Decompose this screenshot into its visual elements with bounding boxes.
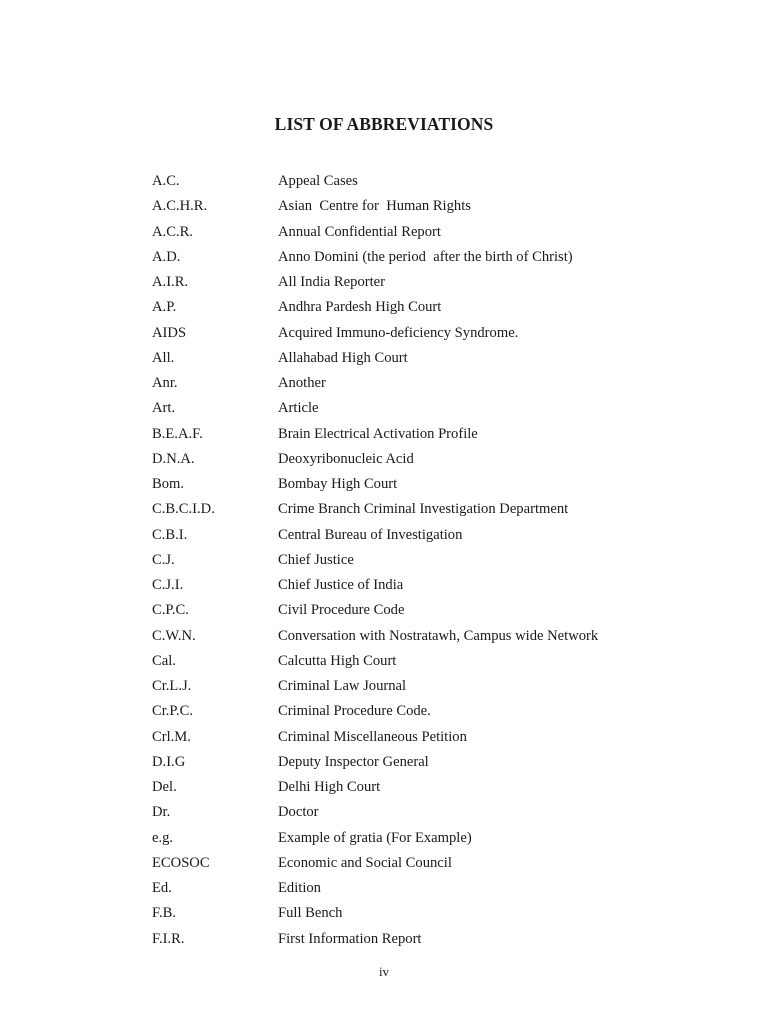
abbreviation-definition: Another: [278, 375, 326, 392]
abbreviation-term: e.g.: [152, 829, 174, 846]
abbreviation-term: A.C.: [152, 173, 180, 190]
abbreviation-row: [152, 826, 712, 851]
abbreviation-row: [152, 901, 712, 926]
page-number: iv: [378, 964, 390, 979]
abbreviation-term: C.B.C.I.D.: [152, 501, 215, 518]
abbreviation-term: C.B.I.: [152, 526, 188, 543]
abbreviation-definition: Criminal Procedure Code.: [278, 703, 431, 720]
abbreviation-row: [152, 548, 712, 573]
abbreviation-row: [152, 649, 712, 674]
abbreviation-definition: Economic and Social Council: [278, 854, 452, 871]
abbreviation-row: [152, 750, 712, 775]
abbreviation-definition: Allahabad High Court: [278, 349, 408, 366]
abbreviation-term: A.C.H.R.: [152, 198, 208, 215]
abbreviation-definition: Criminal Miscellaneous Petition: [278, 728, 467, 745]
abbreviation-term: Crl.M.: [152, 728, 191, 745]
abbreviation-definition: All India Reporter: [278, 274, 385, 291]
abbreviation-row: [152, 321, 712, 346]
abbreviation-row: [152, 699, 712, 724]
abbreviation-row: [152, 927, 712, 952]
abbreviation-row: [152, 851, 712, 876]
abbreviation-list: [152, 169, 712, 952]
abbreviation-term: C.P.C.: [152, 602, 189, 619]
abbreviation-definition: Conversation with Nostratawh, Campus wide Network: [278, 627, 599, 644]
abbreviation-row: [152, 598, 712, 623]
abbreviation-definition: Delhi High Court: [278, 779, 381, 796]
abbreviation-term: A.D.: [152, 248, 181, 265]
abbreviation-row: [152, 295, 712, 320]
abbreviation-row: [152, 220, 712, 245]
abbreviation-definition: First Information Report: [278, 930, 422, 947]
abbreviation-row: [152, 674, 712, 699]
abbreviation-definition: Anno Domini (the period after the birth of Christ): [278, 248, 573, 265]
abbreviation-term: A.I.R.: [152, 274, 189, 291]
abbreviation-term: F.I.R.: [152, 930, 185, 947]
abbreviation-term: Dr.: [152, 804, 171, 821]
abbreviation-definition: Edition: [278, 880, 321, 897]
abbreviation-term: Del.: [152, 779, 177, 796]
abbreviation-definition: Andhra Pardesh High Court: [278, 299, 442, 316]
abbreviation-row: [152, 371, 712, 396]
abbreviation-definition: Bombay High Court: [278, 476, 398, 493]
abbreviation-row: [152, 396, 712, 421]
abbreviation-definition: Appeal Cases: [278, 173, 358, 190]
abbreviation-row: [152, 876, 712, 901]
abbreviation-definition: Full Bench: [278, 905, 343, 922]
abbreviation-definition: Annual Confidential Report: [278, 223, 441, 240]
abbreviation-term: A.P.: [152, 299, 177, 316]
abbreviation-row: [152, 573, 712, 598]
abbreviation-term: D.N.A.: [152, 450, 195, 467]
abbreviation-definition: Civil Procedure Code: [278, 602, 405, 619]
abbreviation-definition: Example of gratia (For Example): [278, 829, 472, 846]
abbreviation-term: C.J.I.: [152, 577, 184, 594]
abbreviation-term: Art.: [152, 400, 176, 417]
abbreviation-term: D.I.G: [152, 753, 186, 770]
abbreviation-term: F.B.: [152, 905, 176, 922]
abbreviation-term: B.E.A.F.: [152, 425, 203, 442]
abbreviation-row: [152, 523, 712, 548]
abbreviation-term: C.J.: [152, 551, 175, 568]
abbreviation-row: [152, 800, 712, 825]
abbreviation-row: [152, 422, 712, 447]
abbreviation-term: Cr.L.J.: [152, 678, 192, 695]
abbreviation-row: [152, 194, 712, 219]
abbreviation-term: C.W.N.: [152, 627, 196, 644]
abbreviation-definition: Crime Branch Criminal Investigation Department: [278, 501, 569, 518]
abbreviation-definition: Chief Justice of India: [278, 577, 404, 594]
abbreviation-term: A.C.R.: [152, 223, 193, 240]
abbreviation-term: Bom.: [152, 476, 185, 493]
abbreviation-row: [152, 725, 712, 750]
abbreviation-term: Anr.: [152, 375, 178, 392]
abbreviation-definition: Deoxyribonucleic Acid: [278, 450, 414, 467]
abbreviation-term: ECOSOC: [152, 854, 210, 871]
abbreviation-row: [152, 775, 712, 800]
abbreviation-definition: Acquired Immuno-deficiency Syndrome.: [278, 324, 519, 341]
abbreviation-row: [152, 245, 712, 270]
page-title: LIST OF ABBREVIATIONS: [274, 114, 494, 134]
abbreviation-definition: Asian Centre for Human Rights: [278, 198, 471, 215]
abbreviation-term: All.: [152, 349, 175, 366]
abbreviation-term: Cr.P.C.: [152, 703, 193, 720]
abbreviation-definition: Central Bureau of Investigation: [278, 526, 463, 543]
abbreviation-definition: Deputy Inspector General: [278, 753, 429, 770]
abbreviation-definition: Calcutta High Court: [278, 652, 397, 669]
abbreviation-definition: Doctor: [278, 804, 319, 821]
abbreviation-definition: Criminal Law Journal: [278, 678, 407, 695]
abbreviation-definition: Article: [278, 400, 319, 417]
abbreviation-row: [152, 346, 712, 371]
abbreviation-definition: Brain Electrical Activation Profile: [278, 425, 478, 442]
abbreviation-term: Cal.: [152, 652, 176, 669]
abbreviation-term: Ed.: [152, 880, 172, 897]
abbreviation-row: [152, 497, 712, 522]
abbreviation-row: [152, 270, 712, 295]
abbreviation-row: [152, 169, 712, 194]
abbreviation-definition: Chief Justice: [278, 551, 354, 568]
abbreviation-row: [152, 624, 712, 649]
abbreviation-term: AIDS: [152, 324, 187, 341]
abbreviation-row: [152, 472, 712, 497]
abbreviation-row: [152, 447, 712, 472]
